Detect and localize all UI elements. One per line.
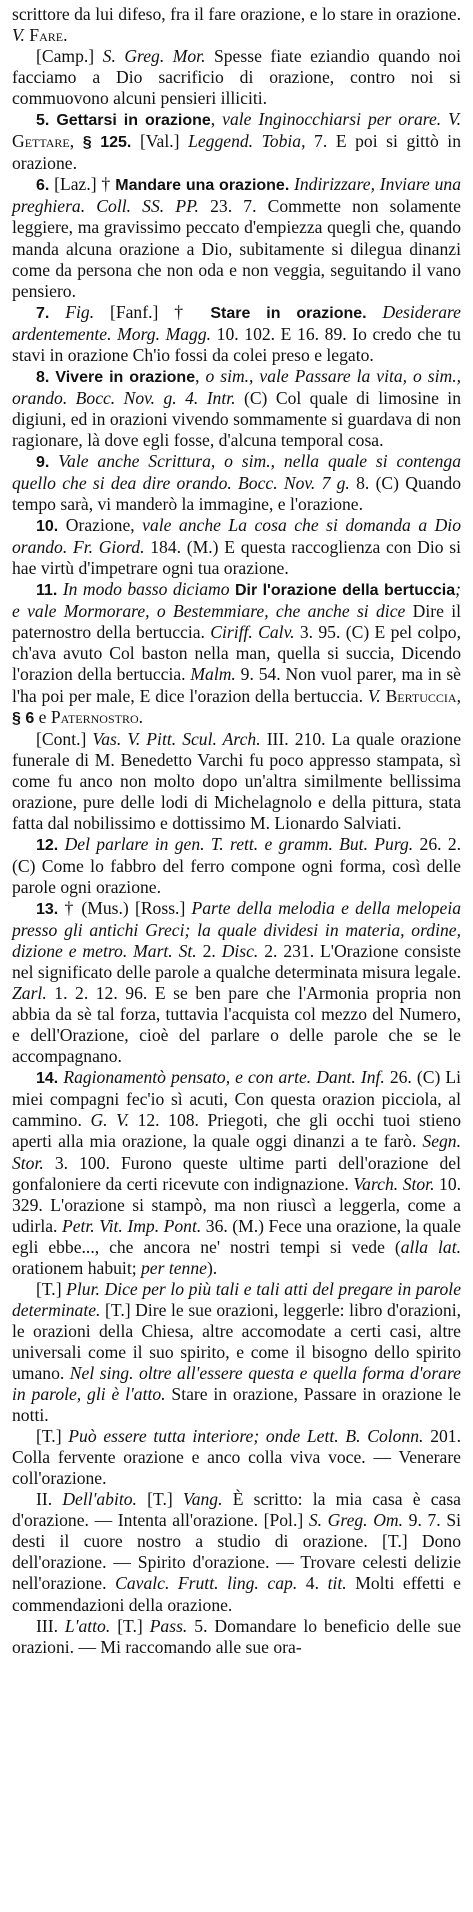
text-run: Dire il paternostro della bertuccia.: [12, 601, 461, 643]
text-run: 1. 2. 12. 96. E se ben pare che l'Armonia propria non abbia da sè tal forza, tuttavia l'acquista col mezzo del Numero, e dell'Orazione, cioè del parlare o delle parole che se le accompagnano.: [12, 983, 461, 1067]
text-run: V.: [367, 685, 386, 706]
text-run: ; e vale Mormorare, o Bestemmiare, che anche si dice: [12, 579, 461, 622]
entry-paragraph: [12, 1279, 461, 1426]
entry-paragraph: [12, 898, 461, 1067]
text-run: Orazione,: [65, 515, 143, 536]
text-run: vale Inginocchiarsi per orare. V.: [222, 109, 462, 130]
text-run: Fig.: [65, 301, 95, 322]
text-run: 10. 102. E 16. 89. Io credo che tu stavi in orazione Ch'io fossi da colei preso e legato.: [12, 323, 461, 365]
text-run: 14.: [36, 1070, 64, 1088]
text-run: S. Greg. Mor.: [102, 46, 206, 67]
text-run: [T.]: [136, 1489, 183, 1510]
text-run: 4.: [297, 1573, 328, 1594]
text-run: Cavalc. Frutt. ling. cap.: [115, 1573, 298, 1594]
text-run: Leggend. Tobia,: [188, 131, 306, 152]
entry-paragraph: [12, 174, 461, 301]
text-run: Fare: [29, 25, 64, 46]
text-run: 36. (M.) Fece una orazione, la quale egli ebbe..., che ancora ne' nostri tempi si vede (: [12, 1215, 461, 1257]
text-run: 11.: [36, 582, 63, 600]
text-run: L'atto.: [64, 1615, 111, 1636]
text-run: G. V.: [90, 1110, 130, 1131]
text-run: Zarl.: [12, 983, 47, 1004]
text-run: 9.: [36, 453, 59, 471]
text-run: [Laz.] †: [54, 174, 116, 195]
text-run: Varch. Stor.: [353, 1173, 435, 1194]
text-run: ,: [195, 365, 206, 386]
text-run: [Cont.]: [36, 728, 93, 749]
text-run: Ragionamentò pensato, e con arte. Dant. Inf.: [63, 1067, 385, 1088]
text-run: tit.: [327, 1573, 347, 1594]
text-run: Nel sing. oltre all'essere questa e quella forma d'orare in parole, gli è l'atto.: [12, 1363, 461, 1405]
text-run: orationem habuit;: [12, 1257, 141, 1278]
text-run: Desiderare ardentemente. Morg. Magg.: [12, 301, 461, 344]
text-run: [T.]: [110, 1615, 150, 1636]
text-run: 13.: [36, 900, 65, 918]
text-run: [Camp.]: [36, 46, 103, 67]
text-run: ,: [210, 109, 223, 130]
text-run: III.: [36, 1615, 65, 1636]
entry-paragraph: [12, 1067, 461, 1278]
text-run: II.: [36, 1489, 63, 1510]
text-run: per tenne: [141, 1257, 207, 1278]
text-run: Vang.: [182, 1489, 223, 1510]
text-run: Petr. Vit. Imp. Pont.: [61, 1215, 202, 1236]
text-run: e: [34, 706, 51, 727]
text-run: † (Mus.) [Ross.]: [64, 897, 192, 918]
entry-paragraph: [12, 579, 461, 728]
text-run: Plur. Dice per lo più tali e tali atti del pregare in parole determinate.: [12, 1278, 461, 1320]
text-run: 8. Vivere in orazione: [36, 368, 196, 386]
text-run: 7. E poi si gittò in orazione.: [12, 131, 461, 174]
text-run: 10.: [36, 518, 66, 536]
text-run: Dell'abito.: [62, 1489, 137, 1510]
entry-paragraph: [12, 729, 461, 834]
entry-paragraph: [12, 109, 461, 174]
text-run: III. 210. La quale orazione funerale di M. Benedetto Varchi fu poco appresso stampata, sì come fu anco non molto dopo un'altra similmente bellissima orazione, pure delle lodi di Michelagnolo e della pittura, stata fatta dal nobilissimo e dottissimo M. Lionardo Salviati.: [12, 728, 462, 833]
text-run: Malm.: [190, 664, 236, 685]
text-run: 6.: [36, 177, 55, 195]
text-run: Mandare una orazione.: [115, 177, 290, 195]
text-run: (C) Col quale di limosine in digiuni, ed in orazioni vivendo sommamente si guardava di non ragionare, là dove egli fosse, d'alcuna temporal cosa.: [12, 387, 461, 450]
text-run: Può essere tutta interiore; onde Lett. B. Colonn.: [68, 1426, 424, 1447]
text-run: Dir l'orazione della bertuccia: [234, 582, 456, 600]
text-run: [Fanf.] †: [94, 301, 211, 322]
text-run: 3. 100. Furono queste ultime parti dell'orazione del gonfaloniere da certi ricevute con indignazione.: [12, 1152, 461, 1194]
text-run: 201. Colla fervente orazione e anco colla viva voce. — Venerare coll'orazione.: [12, 1426, 461, 1489]
text-run: [T.] Dire le sue orazioni, leggerle: libro d'orazioni, le orazioni della Chiesa, altre accomodate a certi casi, altre universali come il suo spirito, e come il bisogno dello spirito umano.: [12, 1299, 461, 1383]
text-run: [Val.]: [131, 131, 189, 152]
text-run: Paternostro: [50, 706, 139, 727]
text-run: ,: [69, 131, 83, 152]
text-run: Ciriff. Calv.: [210, 622, 295, 643]
text-run: Indirizzare, Inviare una preghiera. Coll. SS. PP.: [12, 174, 461, 217]
text-run: È scritto: la mia casa è casa d'orazione. — Intenta all'orazione. [Pol.]: [12, 1489, 461, 1531]
text-run: alla lat.: [400, 1236, 461, 1257]
text-run: 2. 231. L'Orazione consiste nel significato delle parole a qualche determinata misura legale.: [12, 941, 461, 983]
text-run: Parte della melodia e della melopeia presso gli antichi Greci; la quale dividesi in materia, ordine, dizione e metro. Mart. St.: [12, 897, 462, 962]
text-run: 8. (C) Quando tempo sarà, vi manderò la immagine, e l'orazione.: [12, 473, 461, 515]
text-run: 9. 7. Si desti il cuore nostro a studio di orazione. [T.] Dono dell'orazione. — Spirito d'orazione. — Trovare celesti delizie nell'orazione.: [12, 1510, 461, 1594]
text-run: [T.]: [36, 1426, 69, 1447]
text-run: Molti effetti e commendazioni della orazione.: [12, 1573, 461, 1615]
entry-paragraph: [12, 1426, 461, 1489]
entry-paragraph: [12, 834, 461, 898]
text-run: 23. 7. Commette non solamente leggiere, ma gravissimo peccato d'empiezza quegli che, quando manda alcuna orazione a Dio, subitamente si dilegua dinanzi come da persona che non oda e non veggia, seguitando il vano pensiero.: [12, 196, 461, 301]
text-run: Disc.: [221, 941, 259, 962]
entry-text: [12, 4, 461, 1658]
entry-paragraph: [12, 4, 461, 46]
text-run: Pass.: [149, 1615, 188, 1636]
text-run: .: [63, 25, 68, 46]
text-run: V.: [12, 25, 30, 46]
entry-paragraph: [12, 451, 461, 515]
text-run: ).: [206, 1257, 218, 1278]
text-run: 184. (M.) E questa raccoglienza con Dio si hae virtù d'impetrare ogni tua orazione.: [12, 537, 461, 579]
text-run: o sim., vale Passare la vita, o sim., orando. Bocc. Nov. g. 4. Intr.: [12, 365, 462, 408]
entry-paragraph: [12, 515, 461, 579]
text-run: S. Greg. Om.: [308, 1510, 404, 1531]
entry-paragraph: [12, 1489, 461, 1615]
text-run: 5. Domandare lo beneficio delle sue orazioni. — Mi raccomando alle sue ora-: [12, 1615, 462, 1657]
text-run: § 125.: [82, 134, 132, 152]
text-run: 26. 2. (C) Come lo fabbro del ferro compone ogni forma, così delle parole ogni orazione.: [12, 833, 462, 897]
text-run: Stare in orazione.: [210, 304, 367, 322]
text-run: 12.: [36, 836, 65, 854]
text-run: scrittore da lui difeso, fra il fare orazione, e lo stare in orazione.: [12, 4, 461, 24]
text-run: § 6: [12, 709, 35, 727]
entry-paragraph: [12, 1616, 461, 1658]
text-run: Vas. V. Pitt. Scul. Arch.: [92, 728, 261, 749]
text-run: 5. Gettarsi in orazione: [36, 112, 211, 130]
text-run: 26. (C) Li miei compagni fec'io sì acuti, Con questa orazion picciola, al cammino.: [12, 1067, 461, 1131]
text-run: Bertuccia: [385, 685, 457, 706]
text-run: 3. 95. (C) E pel colpo, ch'ava avuto Col baston nella man, quella si succia, Dicendo l'orazion della bertuccia.: [12, 622, 461, 685]
text-run: 9. 54. Non vuol parer, ma in sè l'ha poi per male, E dice l'orazion della bertuccia.: [12, 664, 461, 706]
text-run: 12. 108. Priegoti, che gli occhi tuoi stieno aperti alla mia orazione, la quale oggi dinanzi a te farò.: [12, 1110, 461, 1152]
text-run: Gettare: [12, 131, 70, 152]
text-run: ,: [456, 685, 461, 706]
text-run: 7.: [36, 304, 66, 322]
text-run: [T.]: [36, 1278, 67, 1299]
text-run: Spesse fiate eziandio quando noi facciamo a Dio sacrificio di orazione, contro noi si commuovono alcuni pensieri illiciti.: [12, 46, 461, 109]
text-run: Segn. Stor.: [12, 1131, 461, 1173]
text-run: 2.: [196, 941, 222, 962]
entry-paragraph: [12, 366, 461, 451]
text-run: Vale anche Scrittura, o sim., nella quale si contenga quello che si dea dire orando. Bocc. Nov. 7 g.: [12, 450, 461, 494]
text-run: 10. 329. L'orazione si stampò, ma non riuscì a leggerla, come a udirla.: [12, 1173, 462, 1236]
entry-paragraph: [12, 302, 461, 366]
text-run: Stare in orazione, Passare in orazione le notti.: [12, 1384, 461, 1426]
text-run: .: [138, 706, 144, 727]
text-run: vale anche La cosa che si domanda a Dio orando. Fr. Giord.: [12, 515, 461, 558]
entry-paragraph: [12, 46, 461, 109]
text-run: In modo basso diciamo: [62, 579, 235, 600]
text-run: Del parlare in gen. T. rett. e gramm. But. Purg.: [64, 833, 414, 854]
